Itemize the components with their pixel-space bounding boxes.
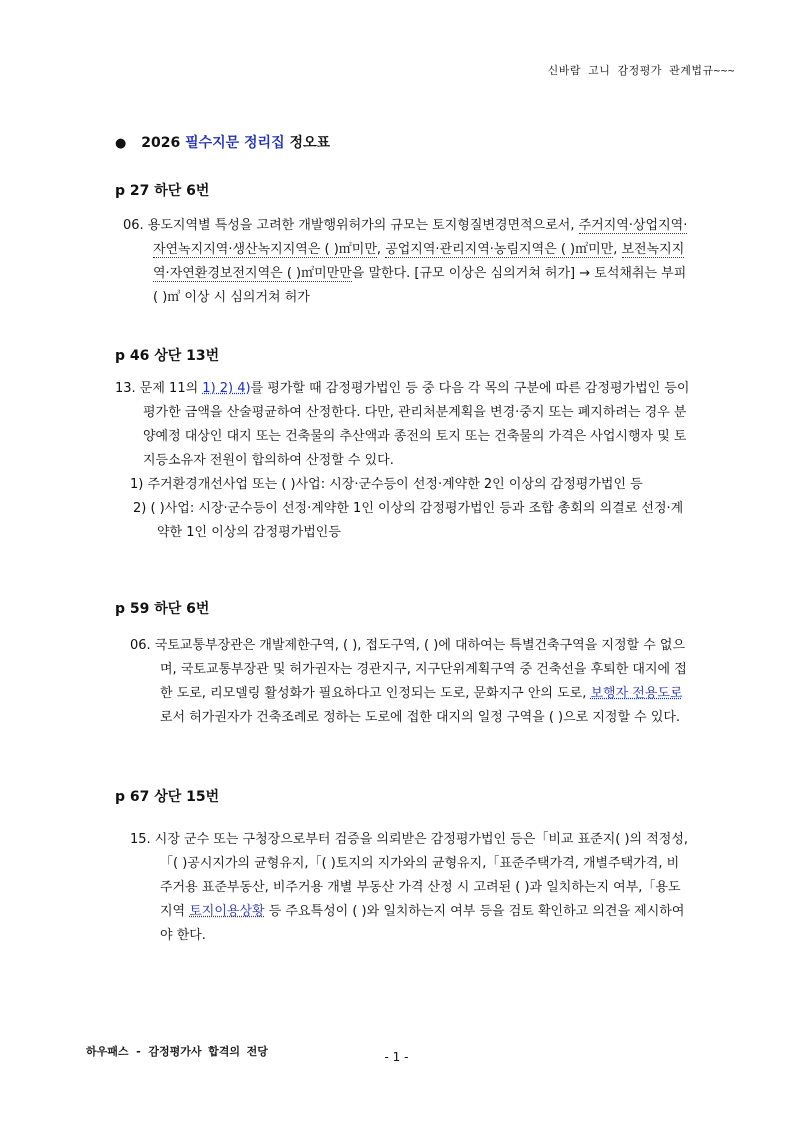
section-paragraph: 06. 용도지역별 특성을 고려한 개발행위허가의 규모는 토지형질변경면적으로서, 주거지역·상업지역·자연녹지지역·생산녹지지역은 ( )㎡미만, 공업지역·관리지역·농림지역은 ( )㎡미만, 보전녹지지역·자연환경보전지역은 ( )㎡미만만을 말한다. [규모 이상은 심의거쳐 허가] → 토석채취는 부피 ( )㎥ 이상 시 심의거쳐 허가	[123, 218, 688, 305]
section-paragraph: 13. 문제 11의 1) 2) 4)를 평가할 때 감정평가법인 등 중 다음 각 목의 구분에 따른 감정평가법인 등이 평가한 금액을 산술평균하여 산정한다. 다만, 관리처분계획을 변경·중지 또는 폐지하려는 경우 분양예정 대상인 대지 또는 건축물의 추산액과 종전의 토지 또는 건축물의 가격은 사업시행자 및 토지등소유자 전원이 합의하여 산정할 수 있다.	[115, 381, 690, 468]
title-highlight: 필수지문 정리집	[185, 135, 285, 151]
section-paragraph: 06. 국토교통부장관은 개발제한구역, ( ), 접도구역, ( )에 대하여는 특별건축구역을 지정할 수 없으며, 국토교통부장관 및 허가권자는 경관지구, 지구단위계획구역 중 건축선을 후퇴한 대지에 접한 도로, 리모델링 활성화가 필요하다고 인정되는 도로, 문화지구 안의 도로, 보행자 전용도로로서 허가권자가 건축조례로 정하는 도로에 접한 대지의 일정 구역을 ( )으로 지정할 수 있다.	[130, 638, 687, 725]
title-rest: 정오표	[289, 135, 331, 151]
bullet-icon: ●	[115, 136, 127, 151]
section-1	[115, 180, 690, 310]
section-heading: p 46 상단 13번	[115, 348, 220, 364]
reference-link[interactable]: 보행자 전용도로	[590, 686, 683, 701]
section-heading: p 67 상단 15번	[115, 789, 220, 805]
section-heading: p 59 하단 6번	[115, 601, 210, 617]
page-number: - 1 -	[384, 1050, 409, 1064]
section-3	[115, 598, 690, 730]
list-item: 1) 주거환경개선사업 또는 ( )사업: 시장·군수등이 선정·계약한 2인 이상의 감정평가법인 등	[130, 477, 643, 492]
document-title	[115, 132, 330, 152]
running-header: 신바람 고니 감정평가 관계법규~~~	[547, 64, 735, 77]
section-paragraph: 15. 시장 군수 또는 구청장으로부터 검증을 의뢰받은 감정평가법인 등은「비교 표준지( )의 적정성, 「( )공시지가의 균형유지,「( )토지의 지가와의 균형유지,「표준주택가격, 개별주택가격, 비주거용 표준부동산, 비주거용 개별 부동산 가격 산정 시 고려된 ( )과 일치하는지 여부,「용도지역 토지이용상황 등 주요특성이 ( )와 일치하는지 여부 등을 검토 확인하고 의견을 제시하여야 한다.	[130, 832, 689, 943]
reference-link[interactable]: 토지이용상황	[189, 904, 265, 919]
section-2	[115, 345, 690, 545]
section-heading: p 27 하단 6번	[115, 183, 210, 199]
title-year: 2026	[141, 135, 181, 151]
section-4	[115, 786, 690, 948]
list-item: 2) ( )사업: 시장·군수등이 선정·계약한 1인 이상의 감정평가법인 등과 조합 총회의 의결로 선정·계약한 1인 이상의 감정평가법인등	[133, 501, 684, 540]
footer-publisher: 하우패스 - 감정평가사 합격의 전당	[86, 1045, 268, 1058]
reference-link[interactable]: 1) 2) 4)	[202, 381, 251, 396]
